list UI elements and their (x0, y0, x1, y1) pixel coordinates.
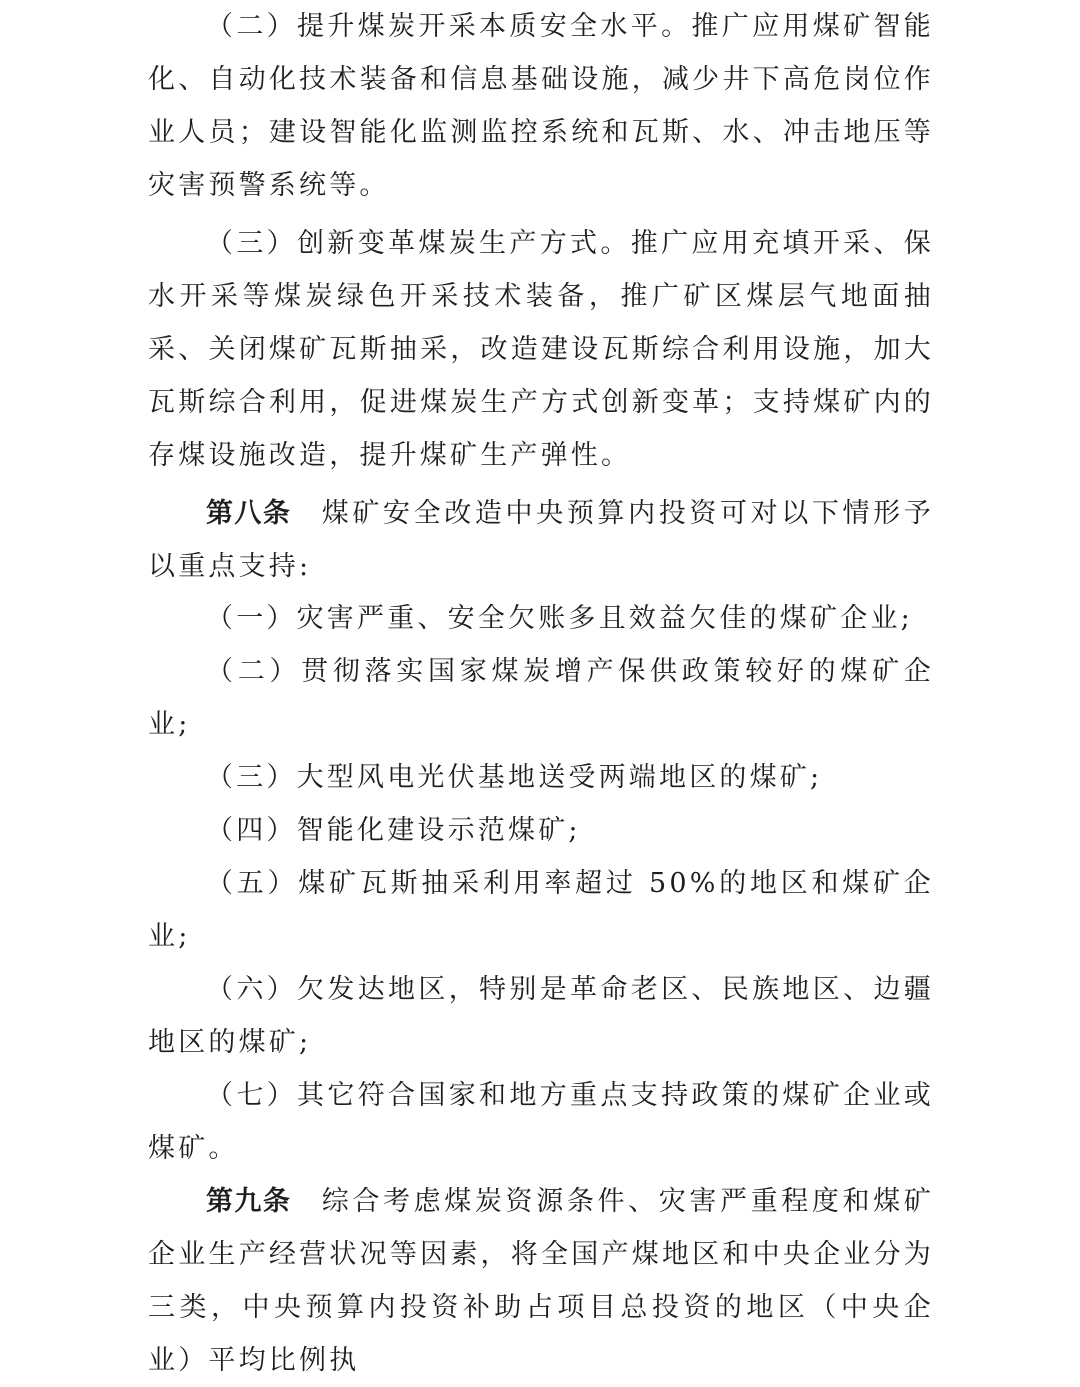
article-9 (148, 1175, 934, 1387)
list-item: （六）欠发达地区，特别是革命老区、民族地区、边疆地区的煤矿; (148, 974, 934, 1058)
list-item: （七）其它符合国家和地方重点支持政策的煤矿企业或煤矿。 (148, 1080, 934, 1164)
article-9-text: 综合考虑煤炭资源条件、灾害严重程度和煤矿企业生产经营状况等因素，将全国产煤地区和中央企业分为三类，中央预算内投资补助占项目总投资的地区（中央企业）平均比例执 (148, 1186, 935, 1376)
list-item: （三）大型风电光伏基地送受两端地区的煤矿; (206, 762, 823, 793)
article-9-heading: 第九条 (206, 1186, 292, 1217)
list-item: （四）智能化建设示范煤矿; (206, 815, 581, 846)
list-item: （二）贯彻落实国家煤炭增产保供政策较好的煤矿企业; (148, 656, 934, 740)
paragraph-production-mode: （三）创新变革煤炭生产方式。推广应用充填开采、保水开采等煤炭绿色开采技术装备，推广矿区煤层气地面抽采、关闭煤矿瓦斯抽采，改造建设瓦斯综合利用设施，加大瓦斯综合利用，促进煤炭生产方式创新变革；支持煤矿内的存煤设施改造，提升煤矿生产弹性。 (148, 228, 934, 471)
paragraph-safety-level: （二）提升煤炭开采本质安全水平。推广应用煤矿智能化、自动化技术装备和信息基础设施，减少井下高危岗位作业人员；建设智能化监测监控系统和瓦斯、水、冲击地压等灾害预警系统等。 (148, 11, 934, 201)
article-8-list (148, 592, 934, 1175)
list-item: （五）煤矿瓦斯抽采利用率超过 50%的地区和煤矿企业; (148, 868, 934, 952)
article-8 (148, 487, 934, 593)
article-8-heading: 第八条 (206, 498, 292, 529)
list-item: （一）灾害严重、安全欠账多且效益欠佳的煤矿企业; (206, 603, 913, 634)
article-8-text: 煤矿安全改造中央预算内投资可对以下情形予以重点支持: (148, 498, 935, 582)
document-body (148, 0, 934, 1387)
